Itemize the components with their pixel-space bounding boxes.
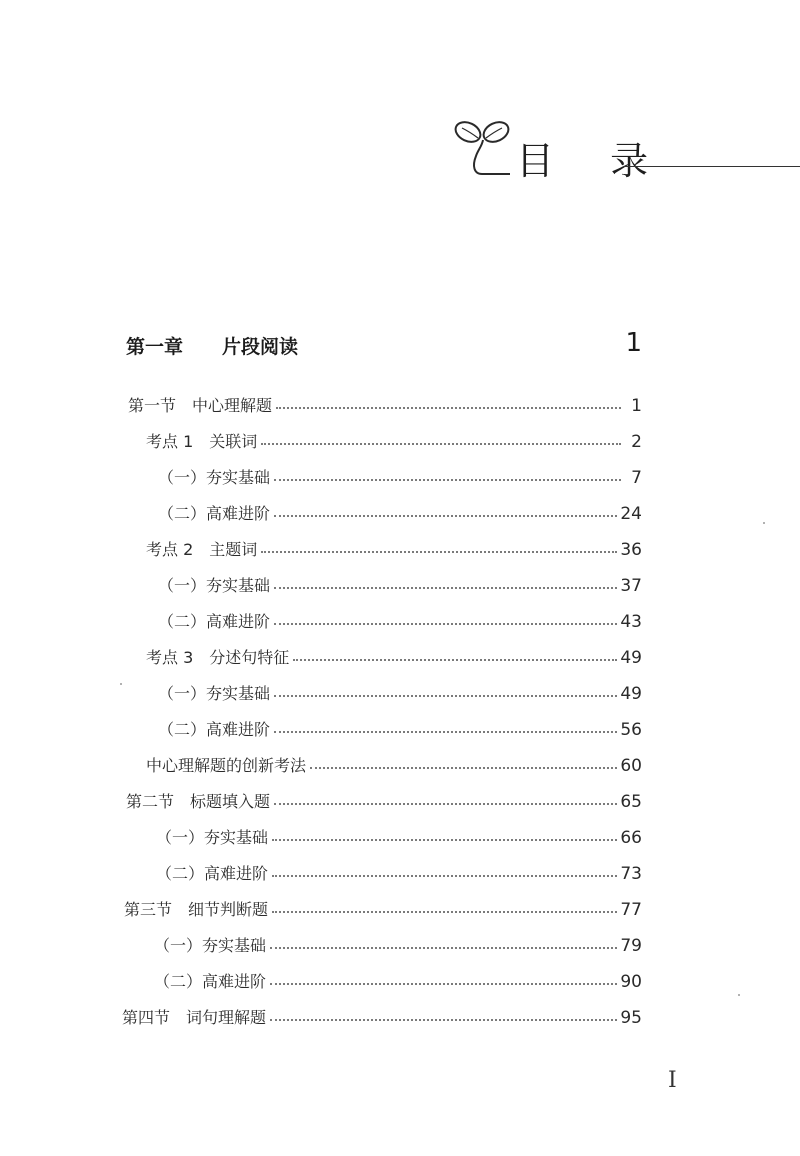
toc-entry[interactable]	[158, 566, 642, 596]
chapter-page-number: 1	[625, 328, 642, 358]
toc-entry-page: 66	[620, 828, 642, 848]
toc-entry-page: 56	[620, 720, 642, 740]
toc-entry[interactable]	[158, 710, 642, 740]
dot-leader	[293, 659, 617, 661]
toc-entry[interactable]	[124, 890, 642, 920]
dot-leader	[274, 731, 617, 733]
toc-entry-label: 第一节 中心理解题	[128, 396, 273, 415]
chapter-label: 第一章	[126, 336, 184, 358]
toc-entry[interactable]	[154, 962, 642, 992]
toc-entry-page: 77	[620, 900, 642, 920]
toc-entry-page: 7	[631, 468, 642, 488]
scan-speck	[763, 522, 765, 524]
toc-entry-page: 37	[620, 576, 642, 596]
toc-entry-page: 24	[620, 504, 642, 524]
toc-entry[interactable]	[158, 674, 642, 704]
toc-entry-label: （二）高难进阶	[158, 504, 271, 523]
dot-leader	[276, 407, 621, 409]
toc-entry-label: 考点 1 关联词	[146, 432, 258, 451]
title-rule	[624, 166, 800, 167]
toc-entry[interactable]	[146, 746, 642, 776]
toc-entry[interactable]	[146, 530, 642, 560]
toc-entry-page: 73	[620, 864, 642, 884]
toc-entry[interactable]	[146, 422, 642, 452]
dot-leader	[310, 767, 617, 769]
toc-entry-label: 第二节 标题填入题	[126, 792, 271, 811]
toc-entry-label: （一）夯实基础	[158, 684, 271, 703]
toc-entry[interactable]	[156, 818, 642, 848]
toc-entry[interactable]	[156, 854, 642, 884]
dot-leader	[272, 911, 617, 913]
dot-leader	[272, 839, 617, 841]
dot-leader	[274, 587, 617, 589]
toc-header	[452, 110, 800, 190]
toc-entry-label: （一）夯实基础	[154, 936, 267, 955]
toc-entry[interactable]	[146, 638, 642, 668]
toc-entry-label: （二）高难进阶	[156, 864, 269, 883]
toc-entry-page: 49	[620, 684, 642, 704]
chapter-heading[interactable]	[126, 328, 646, 364]
page-title: 目 录	[516, 139, 671, 183]
toc-entry-page: 2	[631, 432, 642, 452]
scan-speck	[738, 994, 740, 996]
toc-entry-label: 考点 3 分述句特征	[146, 648, 290, 667]
folio-page-number: I	[668, 1068, 677, 1093]
dot-leader	[270, 983, 617, 985]
dot-leader	[274, 695, 617, 697]
dot-leader	[272, 875, 617, 877]
toc-entry-label: 第四节 词句理解题	[122, 1008, 267, 1027]
toc-entry-label: （二）高难进阶	[154, 972, 267, 991]
dot-leader	[261, 551, 617, 553]
dot-leader	[274, 515, 617, 517]
toc-entry-page: 79	[620, 936, 642, 956]
scan-speck	[120, 683, 122, 685]
toc-entry-page: 60	[620, 756, 642, 776]
toc-entry[interactable]	[158, 602, 642, 632]
toc-entry-label: （一）夯实基础	[158, 576, 271, 595]
toc-entry-label: （二）高难进阶	[158, 612, 271, 631]
toc-entry-page: 43	[620, 612, 642, 632]
toc-entry[interactable]	[122, 998, 642, 1028]
toc-entry-page: 36	[620, 540, 642, 560]
sprout-icon	[452, 116, 514, 182]
toc-entry-page: 95	[620, 1008, 642, 1028]
toc-entry[interactable]	[154, 926, 642, 956]
dot-leader	[274, 479, 621, 481]
dot-leader	[270, 947, 617, 949]
toc-entry-label: （二）高难进阶	[158, 720, 271, 739]
toc-entry-page: 49	[620, 648, 642, 668]
dot-leader	[274, 623, 617, 625]
toc-entry-page: 65	[620, 792, 642, 812]
dot-leader	[274, 803, 617, 805]
toc-entry[interactable]	[158, 458, 642, 488]
toc-entry-label: 第三节 细节判断题	[124, 900, 269, 919]
toc-entry[interactable]	[126, 782, 642, 812]
toc-entry-label: 考点 2 主题词	[146, 540, 258, 559]
toc-entry[interactable]	[128, 386, 642, 416]
toc-entry-label: 中心理解题的创新考法	[146, 756, 307, 775]
dot-leader	[261, 443, 621, 445]
dot-leader	[270, 1019, 617, 1021]
toc-entry-label: （一）夯实基础	[156, 828, 269, 847]
chapter-title: 片段阅读	[222, 336, 299, 358]
toc-entry-label: （一）夯实基础	[158, 468, 271, 487]
toc-entry-page: 1	[631, 396, 642, 416]
toc-entry-page: 90	[620, 972, 642, 992]
toc-entry[interactable]	[158, 494, 642, 524]
